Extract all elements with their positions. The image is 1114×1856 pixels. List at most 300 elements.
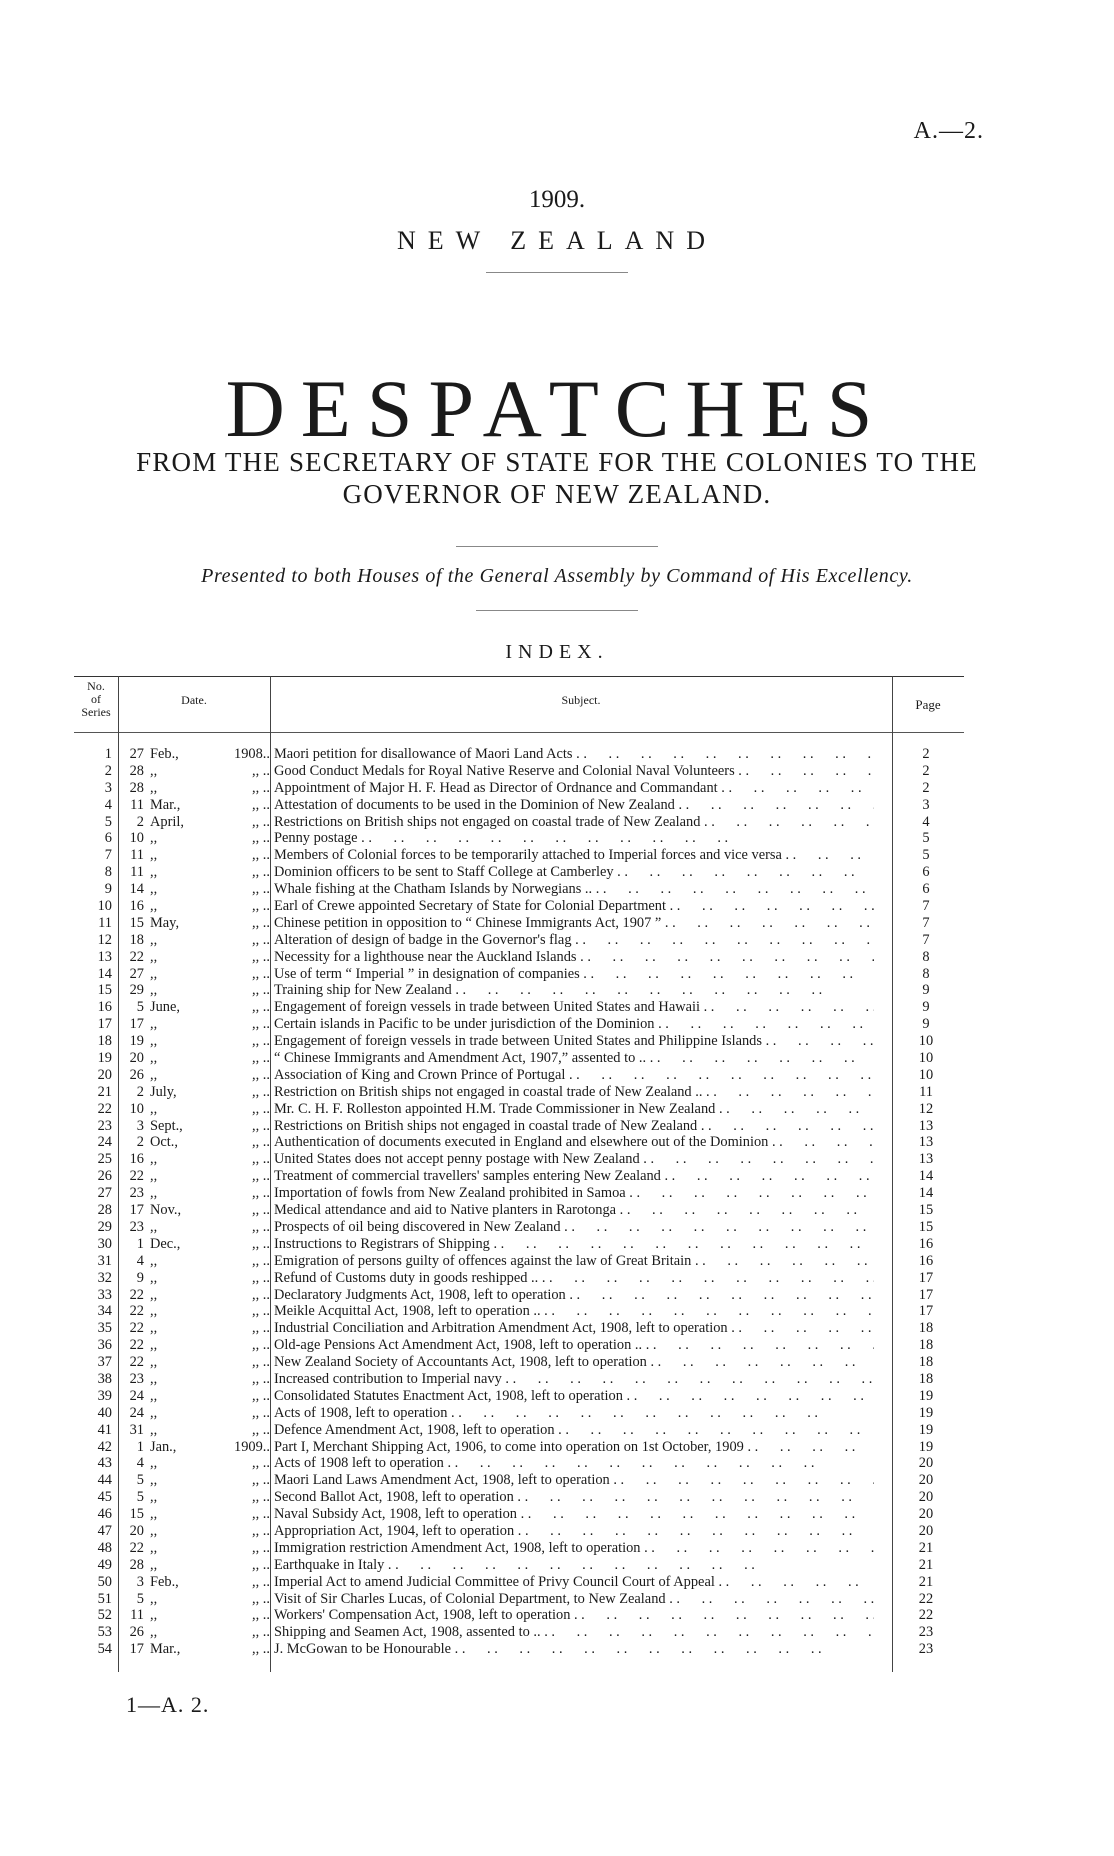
row-subject: Members of Colonial forces to be temporarily attached to Imperial forces and vice versa . .	[274, 847, 874, 864]
row-year: ,, ..	[252, 1404, 270, 1421]
row-month: May,	[150, 914, 180, 931]
row-subject: Penny postage . .	[274, 830, 874, 847]
table-row	[74, 1472, 964, 1489]
row-day: 29	[129, 982, 144, 999]
row-year: ,, ..	[252, 881, 270, 898]
table-row	[74, 1134, 964, 1151]
row-no: 13	[97, 948, 112, 965]
row-no: 8	[104, 864, 112, 881]
row-month: June,	[150, 999, 180, 1016]
row-page: 13	[918, 1134, 934, 1151]
row-page: 3	[922, 796, 930, 813]
table-row	[74, 966, 964, 983]
row-month: Mar.,	[150, 1641, 181, 1658]
row-month: ,,	[150, 830, 158, 847]
row-page: 22	[918, 1590, 934, 1607]
row-day: 14	[129, 881, 144, 898]
index-table	[74, 676, 964, 1672]
row-year: 1909..	[234, 1438, 270, 1455]
row-no: 35	[97, 1320, 112, 1337]
row-day: 16	[129, 1151, 144, 1168]
row-month: ,,	[150, 1489, 158, 1506]
table-row	[74, 1574, 964, 1591]
row-subject: Maori petition for disallowance of Maori Land Acts . .	[274, 746, 874, 763]
row-day: 5	[136, 1472, 144, 1489]
row-page: 22	[918, 1607, 934, 1624]
row-subject: Training ship for New Zealand . .	[274, 982, 874, 999]
table-body	[74, 746, 964, 1658]
row-page: 6	[922, 864, 930, 881]
row-day: 2	[136, 813, 144, 830]
row-page: 17	[918, 1286, 934, 1303]
row-no: 32	[97, 1269, 112, 1286]
row-no: 30	[97, 1235, 112, 1252]
row-year: ,, ..	[252, 1641, 270, 1658]
row-month: ,,	[150, 881, 158, 898]
row-subject: Part I, Merchant Shipping Act, 1906, to come into operation on 1st October, 1909 . .	[274, 1439, 874, 1456]
row-subject: Attestation of documents to be used in the Dominion of New Zealand . .	[274, 797, 874, 814]
row-no: 43	[97, 1455, 112, 1472]
row-day: 5	[136, 1590, 144, 1607]
row-subject: Imperial Act to amend Judicial Committee of Privy Council Court of Appeal . .	[274, 1574, 874, 1591]
row-month: ,,	[150, 1472, 158, 1489]
row-page: 20	[918, 1472, 934, 1489]
row-page: 8	[922, 948, 930, 965]
table-row	[74, 915, 964, 932]
row-day: 28	[129, 779, 144, 796]
row-year: ,, ..	[252, 813, 270, 830]
row-page: 9	[922, 999, 930, 1016]
header-date: Date.	[181, 693, 207, 707]
row-day: 22	[129, 1539, 144, 1556]
row-month: ,,	[150, 948, 158, 965]
row-subject: Declaratory Judgments Act, 1908, left to operation . .	[274, 1287, 874, 1304]
row-subject: Medical attendance and aid to Native planters in Rarotonga . .	[274, 1202, 874, 1219]
row-month: ,,	[150, 1320, 158, 1337]
row-no: 1	[104, 746, 112, 762]
table-row	[74, 797, 964, 814]
row-subject: Restriction on British ships not engaged in coastal trade of New Zealand .. . .	[274, 1084, 874, 1101]
row-day: 11	[130, 864, 144, 881]
table-row	[74, 932, 964, 949]
row-year: ,, ..	[252, 1354, 270, 1371]
row-day: 17	[129, 1016, 144, 1033]
row-no: 41	[97, 1421, 112, 1438]
table-row	[74, 1591, 964, 1608]
row-day: 24	[129, 1387, 144, 1404]
row-month: Feb.,	[150, 746, 179, 762]
header-no-series	[74, 680, 118, 719]
row-year: ,, ..	[252, 1489, 270, 1506]
row-no: 7	[104, 847, 112, 864]
row-page: 2	[922, 746, 930, 762]
row-month: Mar.,	[150, 796, 181, 813]
row-no: 49	[97, 1556, 112, 1573]
row-no: 18	[97, 1033, 112, 1050]
row-subject: Visit of Sir Charles Lucas, of Colonial Department, to New Zealand . .	[274, 1591, 874, 1608]
row-month: ,,	[150, 1387, 158, 1404]
row-no: 19	[97, 1050, 112, 1067]
row-page: 19	[918, 1438, 934, 1455]
table-row	[74, 847, 964, 864]
row-day: 2	[136, 1083, 144, 1100]
row-month: ,,	[150, 779, 158, 796]
row-page: 19	[918, 1421, 934, 1438]
row-no: 38	[97, 1370, 112, 1387]
table-row	[74, 1455, 964, 1472]
row-day: 26	[129, 1624, 144, 1641]
row-subject: “ Chinese Immigrants and Amendment Act, 1907,” assented to .. . .	[274, 1050, 874, 1067]
row-month: Jan.,	[150, 1438, 177, 1455]
header-of-line: of	[91, 692, 101, 706]
row-no: 2	[104, 762, 112, 779]
row-day: 23	[129, 1185, 144, 1202]
row-page: 20	[918, 1522, 934, 1539]
index-heading: INDEX.	[505, 641, 609, 663]
row-year: ,, ..	[252, 1202, 270, 1219]
row-subject: Consolidated Statutes Enactment Act, 1908, left to operation . .	[274, 1388, 874, 1405]
row-page: 15	[918, 1218, 934, 1235]
row-year: ,, ..	[252, 1066, 270, 1083]
row-page: 12	[918, 1100, 934, 1117]
row-page: 5	[922, 830, 930, 847]
row-year: ,, ..	[252, 1624, 270, 1641]
row-page: 9	[922, 982, 930, 999]
row-page: 16	[918, 1252, 934, 1269]
row-page: 5	[922, 847, 930, 864]
row-month: ,,	[150, 1522, 158, 1539]
row-year: ,, ..	[252, 898, 270, 915]
row-month: ,,	[150, 931, 158, 948]
row-day: 22	[129, 1303, 144, 1320]
row-month: ,,	[150, 847, 158, 864]
row-month: ,,	[150, 1590, 158, 1607]
row-year: ,, ..	[252, 982, 270, 999]
row-page: 23	[918, 1641, 934, 1658]
row-no: 46	[97, 1506, 112, 1523]
row-no: 10	[97, 898, 112, 915]
row-day: 11	[130, 1607, 144, 1624]
row-no: 48	[97, 1539, 112, 1556]
row-subject: Alteration of design of badge in the Governor's flag . .	[274, 932, 874, 949]
row-page: 15	[918, 1202, 934, 1219]
row-month: Feb.,	[150, 1573, 179, 1590]
row-subject: Refund of Customs duty in goods reshipped .. . .	[274, 1270, 874, 1287]
row-page: 17	[918, 1269, 934, 1286]
divider	[476, 610, 638, 611]
row-subject: Shipping and Seamen Act, 1908, assented to .. . .	[274, 1624, 874, 1641]
row-year: ,, ..	[252, 847, 270, 864]
table-row	[74, 1202, 964, 1219]
row-day: 1	[136, 1438, 144, 1455]
divider	[456, 546, 658, 547]
row-year: ,, ..	[252, 1252, 270, 1269]
row-page: 2	[922, 779, 930, 796]
row-subject: Restrictions on British ships not engaged in coastal trade of New Zealand . .	[274, 1118, 874, 1135]
row-year: ,, ..	[252, 1286, 270, 1303]
row-day: 11	[130, 847, 144, 864]
row-page: 6	[922, 881, 930, 898]
subtitle-line-2: GOVERNOR OF NEW ZEALAND.	[342, 479, 772, 509]
row-day: 10	[129, 830, 144, 847]
row-month: ,,	[150, 1252, 158, 1269]
row-subject: Necessity for a lighthouse near the Auckland Islands . .	[274, 949, 874, 966]
row-subject: Defence Amendment Act, 1908, left to operation . .	[274, 1422, 874, 1439]
row-year: ,, ..	[252, 864, 270, 881]
row-subject: Industrial Conciliation and Arbitration Amendment Act, 1908, left to operation . .	[274, 1320, 874, 1337]
row-no: 44	[97, 1472, 112, 1489]
row-no: 9	[104, 881, 112, 898]
row-no: 4	[104, 796, 112, 813]
row-year: ,, ..	[252, 1083, 270, 1100]
row-subject: Prospects of oil being discovered in New Zealand . .	[274, 1219, 874, 1236]
row-subject: Authentication of documents executed in England and elsewhere out of the Dominion . .	[274, 1134, 874, 1151]
row-year: ,, ..	[252, 1151, 270, 1168]
table-row	[74, 1016, 964, 1033]
row-page: 13	[918, 1151, 934, 1168]
row-subject: Use of term “ Imperial ” in designation of companies . .	[274, 966, 874, 983]
table-row	[74, 1506, 964, 1523]
row-day: 4	[136, 1455, 144, 1472]
row-month: ,,	[150, 1421, 158, 1438]
row-year: ,, ..	[252, 762, 270, 779]
row-month: July,	[150, 1083, 177, 1100]
divider	[486, 272, 628, 273]
page-title: DESPATCHES	[225, 363, 889, 454]
table-row	[74, 1084, 964, 1101]
row-page: 20	[918, 1506, 934, 1523]
row-no: 14	[97, 965, 112, 982]
row-subject: Appropriation Act, 1904, left to operation . .	[274, 1523, 874, 1540]
row-page: 4	[922, 813, 930, 830]
table-row	[74, 1439, 964, 1456]
row-month: Sept.,	[150, 1117, 183, 1134]
row-page: 10	[918, 1066, 934, 1083]
table-row	[74, 1219, 964, 1236]
year-heading: 1909.	[528, 186, 586, 213]
row-day: 22	[129, 1354, 144, 1371]
row-year: ,, ..	[252, 948, 270, 965]
row-month: ,,	[150, 1303, 158, 1320]
table-row	[74, 830, 964, 847]
row-no: 31	[97, 1252, 112, 1269]
row-day: 11	[130, 796, 144, 813]
row-no: 45	[97, 1489, 112, 1506]
row-subject: Workers' Compensation Act, 1908, left to operation . .	[274, 1607, 874, 1624]
row-no: 26	[97, 1168, 112, 1185]
table-row	[74, 1067, 964, 1084]
row-day: 22	[129, 1337, 144, 1354]
row-subject: Earl of Crewe appointed Secretary of State for Colonial Department . .	[274, 898, 874, 915]
row-month: ,,	[150, 1185, 158, 1202]
row-no: 37	[97, 1354, 112, 1371]
subtitle-line-1: FROM THE SECRETARY OF STATE FOR THE COLONIES TO THE	[136, 447, 978, 477]
table-row	[74, 1337, 964, 1354]
row-year: ,, ..	[252, 1607, 270, 1624]
table-row	[74, 746, 964, 763]
table-row	[74, 982, 964, 999]
row-year: 1908..	[234, 746, 270, 762]
table-row	[74, 864, 964, 881]
row-month: ,,	[150, 1151, 158, 1168]
table-row	[74, 1422, 964, 1439]
table-row	[74, 1354, 964, 1371]
row-subject: J. McGowan to be Honourable . .	[274, 1641, 874, 1658]
row-year: ,, ..	[252, 1134, 270, 1151]
row-day: 22	[129, 1286, 144, 1303]
row-subject: Emigration of persons guilty of offences against the law of Great Britain . .	[274, 1253, 874, 1270]
table-row	[74, 1540, 964, 1557]
row-page: 14	[918, 1185, 934, 1202]
row-page: 16	[918, 1235, 934, 1252]
row-month: April,	[150, 813, 184, 830]
row-subject: Acts of 1908, left to operation . .	[274, 1405, 874, 1422]
table-row	[74, 1050, 964, 1067]
row-no: 28	[97, 1202, 112, 1219]
row-subject: Restrictions on British ships not engaged on coastal trade of New Zealand . .	[274, 814, 874, 831]
row-day: 20	[129, 1522, 144, 1539]
row-no: 3	[104, 779, 112, 796]
row-no: 40	[97, 1404, 112, 1421]
row-page: 7	[922, 931, 930, 948]
row-page: 21	[918, 1539, 934, 1556]
row-page: 20	[918, 1489, 934, 1506]
table-row	[74, 780, 964, 797]
row-day: 1	[136, 1235, 144, 1252]
row-year: ,, ..	[252, 779, 270, 796]
row-year: ,, ..	[252, 1539, 270, 1556]
row-year: ,, ..	[252, 1033, 270, 1050]
row-subject: United States does not accept penny postage with New Zealand . .	[274, 1151, 874, 1168]
row-year: ,, ..	[252, 1556, 270, 1573]
table-row	[74, 881, 964, 898]
row-no: 34	[97, 1303, 112, 1320]
row-year: ,, ..	[252, 1370, 270, 1387]
row-day: 31	[129, 1421, 144, 1438]
row-page: 19	[918, 1387, 934, 1404]
row-year: ,, ..	[252, 1235, 270, 1252]
row-year: ,, ..	[252, 965, 270, 982]
row-no: 51	[97, 1590, 112, 1607]
row-no: 23	[97, 1117, 112, 1134]
row-no: 42	[97, 1438, 112, 1455]
row-page: 21	[918, 1556, 934, 1573]
row-month: ,,	[150, 1033, 158, 1050]
row-day: 3	[136, 1573, 144, 1590]
row-month: ,,	[150, 965, 158, 982]
row-month: ,,	[150, 1218, 158, 1235]
table-row	[74, 1489, 964, 1506]
row-no: 22	[97, 1100, 112, 1117]
row-page: 7	[922, 898, 930, 915]
row-month: ,,	[150, 1050, 158, 1067]
row-no: 16	[97, 999, 112, 1016]
row-page: 13	[918, 1117, 934, 1134]
row-year: ,, ..	[252, 1168, 270, 1185]
row-month: ,,	[150, 898, 158, 915]
table-row	[74, 1405, 964, 1422]
row-year: ,, ..	[252, 1472, 270, 1489]
row-page: 8	[922, 965, 930, 982]
table-row	[74, 1236, 964, 1253]
row-month: ,,	[150, 1506, 158, 1523]
row-no: 5	[104, 813, 112, 830]
row-no: 52	[97, 1607, 112, 1624]
table-row	[74, 999, 964, 1016]
row-year: ,, ..	[252, 1421, 270, 1438]
row-no: 20	[97, 1066, 112, 1083]
row-year: ,, ..	[252, 1218, 270, 1235]
row-month: ,,	[150, 1539, 158, 1556]
row-day: 4	[136, 1252, 144, 1269]
row-year: ,, ..	[252, 1303, 270, 1320]
row-page: 18	[918, 1370, 934, 1387]
row-no: 12	[97, 931, 112, 948]
row-subject: New Zealand Society of Accountants Act, 1908, left to operation . .	[274, 1354, 874, 1371]
row-month: ,,	[150, 1556, 158, 1573]
table-row	[74, 1641, 964, 1658]
row-year: ,, ..	[252, 1185, 270, 1202]
row-month: ,,	[150, 1370, 158, 1387]
row-page: 18	[918, 1337, 934, 1354]
row-day: 3	[136, 1117, 144, 1134]
row-no: 47	[97, 1522, 112, 1539]
row-year: ,, ..	[252, 1455, 270, 1472]
header-subject: Subject.	[561, 693, 601, 707]
header-no-line: No.	[87, 679, 105, 693]
row-day: 28	[129, 1556, 144, 1573]
row-year: ,, ..	[252, 1269, 270, 1286]
row-subject: Immigration restriction Amendment Act, 1908, left to operation . .	[274, 1540, 874, 1557]
header-page: Page	[915, 697, 941, 712]
row-month: ,,	[150, 1404, 158, 1421]
presented-line: Presented to both Houses of the General Assembly by Command of His Excellency.	[201, 565, 913, 587]
row-day: 5	[136, 1489, 144, 1506]
row-subject: Maori Land Laws Amendment Act, 1908, left to operation . .	[274, 1472, 874, 1489]
row-day: 22	[129, 948, 144, 965]
row-day: 15	[129, 914, 144, 931]
row-no: 25	[97, 1151, 112, 1168]
row-day: 28	[129, 762, 144, 779]
row-subject: Instructions to Registrars of Shipping . .	[274, 1236, 874, 1253]
row-page: 9	[922, 1016, 930, 1033]
row-month: ,,	[150, 1354, 158, 1371]
row-day: 22	[129, 1168, 144, 1185]
row-month: ,,	[150, 982, 158, 999]
table-row	[74, 1523, 964, 1540]
row-page: 17	[918, 1303, 934, 1320]
table-row	[74, 1371, 964, 1388]
row-subject: Association of King and Crown Prince of Portugal . .	[274, 1067, 874, 1084]
row-page: 21	[918, 1573, 934, 1590]
row-subject: Second Ballot Act, 1908, left to operation . .	[274, 1489, 874, 1506]
row-month: Oct.,	[150, 1134, 178, 1151]
header-series-line: Series	[81, 705, 111, 719]
table-row	[74, 1185, 964, 1202]
row-year: ,, ..	[252, 830, 270, 847]
row-year: ,, ..	[252, 931, 270, 948]
row-page: 2	[922, 762, 930, 779]
row-no: 15	[97, 982, 112, 999]
table-row	[74, 1151, 964, 1168]
row-day: 27	[129, 965, 144, 982]
row-no: 53	[97, 1624, 112, 1641]
table-row	[74, 1168, 964, 1185]
row-day: 16	[129, 898, 144, 915]
row-month: Nov.,	[150, 1202, 182, 1219]
table-row	[74, 1388, 964, 1405]
table-row	[74, 1624, 964, 1641]
